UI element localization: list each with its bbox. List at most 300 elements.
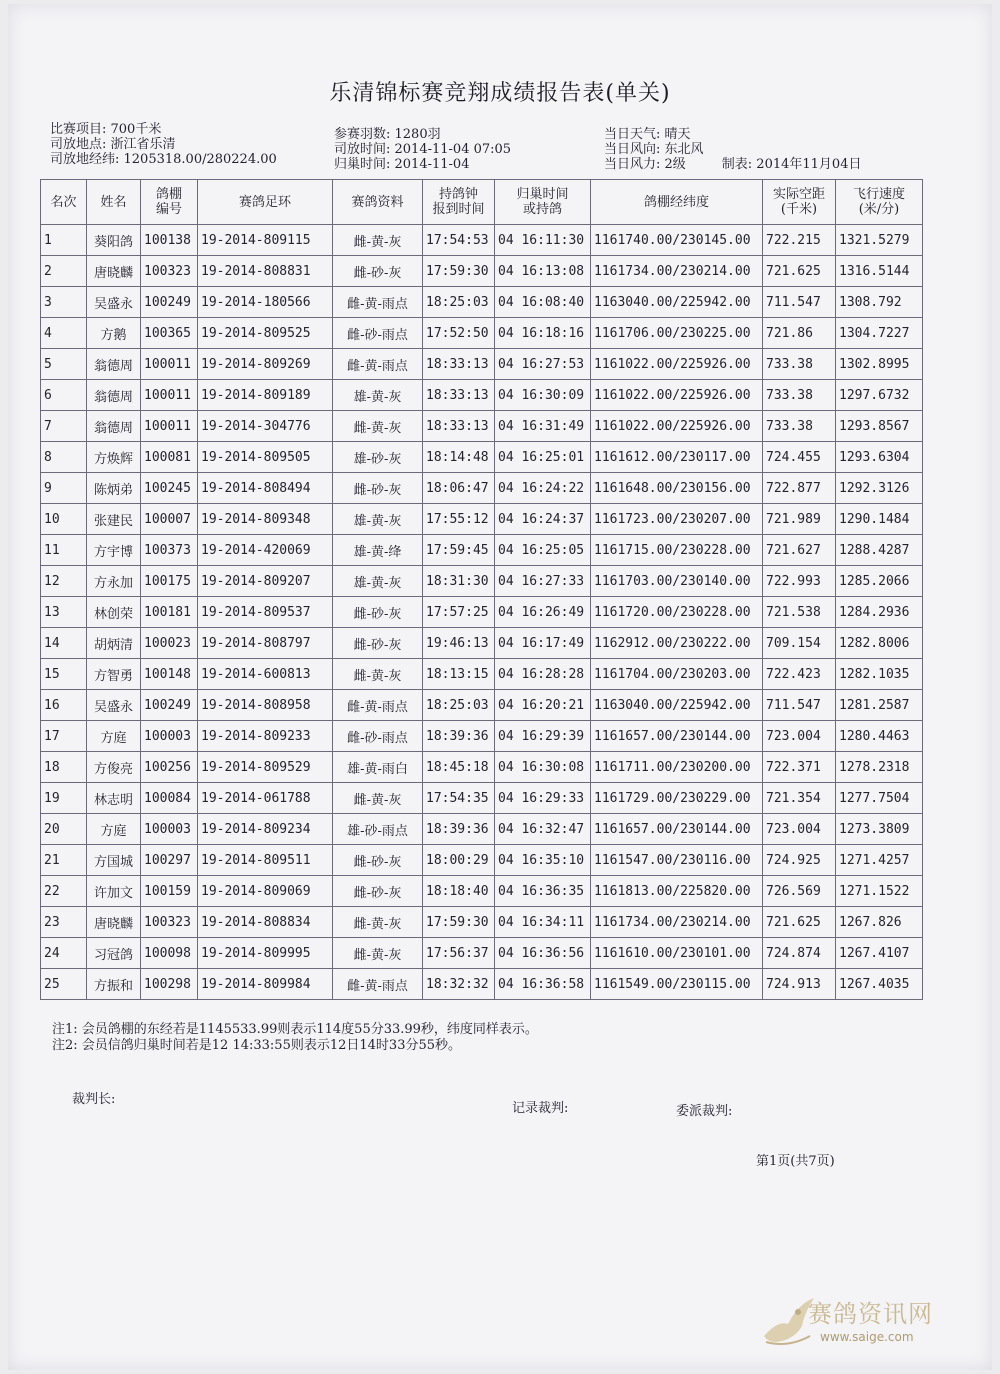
cell-speed: 1316.5144 — [836, 256, 923, 287]
cell-distance: 733.38 — [763, 380, 836, 411]
cell-loft-no: 100003 — [141, 814, 198, 845]
cell-distance: 733.38 — [763, 349, 836, 380]
cell-name: 吴盛永 — [87, 287, 141, 318]
cell-clock-time: 19:46:13 — [423, 628, 495, 659]
cell-rank: 4 — [41, 318, 87, 349]
table-row — [41, 752, 923, 783]
cell-loft-no: 100175 — [141, 566, 198, 597]
cell-distance: 722.215 — [763, 225, 836, 256]
table-row — [41, 256, 923, 287]
cell-rank: 18 — [41, 752, 87, 783]
cell-rank: 17 — [41, 721, 87, 752]
return-time: 归巢时间: 2014-11-04 — [334, 157, 470, 172]
col-speed: 飞行速度 (米/分) — [836, 180, 923, 225]
cell-clock-time: 17:59:45 — [423, 535, 495, 566]
watermark — [758, 1290, 968, 1350]
cell-rank: 24 — [41, 938, 87, 969]
cell-ring: 19-2014-600813 — [198, 659, 333, 690]
cell-name: 林创荣 — [87, 597, 141, 628]
cell-loft-no: 100256 — [141, 752, 198, 783]
cell-arrival-time: 04 16:36:58 — [495, 969, 591, 1000]
cell-rank: 5 — [41, 349, 87, 380]
cell-loft-no: 100003 — [141, 721, 198, 752]
cell-coords: 1163040.00/225942.00 — [591, 287, 763, 318]
cell-ring: 19-2014-809984 — [198, 969, 333, 1000]
cell-ring: 19-2014-808834 — [198, 907, 333, 938]
table-row — [41, 814, 923, 845]
cell-distance: 711.547 — [763, 690, 836, 721]
cell-ring: 19-2014-420069 — [198, 535, 333, 566]
cell-bird-info: 雄-砂-雨点 — [333, 814, 423, 845]
cell-loft-no: 100098 — [141, 938, 198, 969]
cell-clock-time: 18:33:13 — [423, 349, 495, 380]
cell-name: 胡炳清 — [87, 628, 141, 659]
cell-clock-time: 17:57:25 — [423, 597, 495, 628]
cell-rank: 19 — [41, 783, 87, 814]
table-row — [41, 659, 923, 690]
note-2: 注2: 会员信鸽归巢时间若是12 14:33:55则表示12日14时33分55秒。 — [52, 1038, 462, 1053]
col-name: 姓名 — [87, 180, 141, 225]
cell-distance: 722.877 — [763, 473, 836, 504]
cell-distance: 721.354 — [763, 783, 836, 814]
cell-arrival-time: 04 16:18:16 — [495, 318, 591, 349]
cell-arrival-time: 04 16:17:49 — [495, 628, 591, 659]
cell-speed: 1308.792 — [836, 287, 923, 318]
cell-loft-no: 100011 — [141, 411, 198, 442]
cell-coords: 1161612.00/230117.00 — [591, 442, 763, 473]
cell-ring: 19-2014-809537 — [198, 597, 333, 628]
cell-bird-info: 雌-黄-雨点 — [333, 349, 423, 380]
cell-rank: 25 — [41, 969, 87, 1000]
table-row — [41, 969, 923, 1000]
cell-clock-time: 17:54:53 — [423, 225, 495, 256]
page-number: 第1页(共7页) — [756, 1154, 835, 1169]
cell-bird-info: 雌-砂-灰 — [333, 845, 423, 876]
cell-coords: 1161734.00/230214.00 — [591, 256, 763, 287]
cell-ring: 19-2014-809207 — [198, 566, 333, 597]
delegate-judge-label: 委派裁判: — [676, 1104, 733, 1119]
cell-rank: 10 — [41, 504, 87, 535]
cell-name: 方鹅 — [87, 318, 141, 349]
cell-bird-info: 雄-黄-灰 — [333, 566, 423, 597]
cell-loft-no: 100011 — [141, 349, 198, 380]
cell-rank: 14 — [41, 628, 87, 659]
cell-name: 翁德周 — [87, 380, 141, 411]
cell-distance: 722.423 — [763, 659, 836, 690]
cell-coords: 1161648.00/230156.00 — [591, 473, 763, 504]
cell-rank: 23 — [41, 907, 87, 938]
cell-name: 唐晓麟 — [87, 256, 141, 287]
meta-middle — [334, 127, 511, 172]
cell-speed: 1281.2587 — [836, 690, 923, 721]
cell-rank: 13 — [41, 597, 87, 628]
cell-distance: 724.874 — [763, 938, 836, 969]
cell-bird-info: 雌-砂-灰 — [333, 876, 423, 907]
col-coords: 鸽棚经纬度 — [591, 180, 763, 225]
col-clock-time: 持鸽钟 报到时间 — [423, 180, 495, 225]
col-distance: 实际空距 (千米) — [763, 180, 836, 225]
meta-left — [50, 122, 277, 167]
cell-ring: 19-2014-808797 — [198, 628, 333, 659]
cell-coords: 1161657.00/230144.00 — [591, 814, 763, 845]
table-row — [41, 628, 923, 659]
cell-ring: 19-2014-809115 — [198, 225, 333, 256]
cell-ring: 19-2014-809511 — [198, 845, 333, 876]
cell-bird-info: 雄-黄-雨白 — [333, 752, 423, 783]
recorder-judge-label: 记录裁判: — [512, 1101, 569, 1116]
cell-loft-no: 100297 — [141, 845, 198, 876]
cell-ring: 19-2014-809189 — [198, 380, 333, 411]
cell-rank: 11 — [41, 535, 87, 566]
cell-distance: 721.625 — [763, 907, 836, 938]
table-row — [41, 845, 923, 876]
cell-distance: 724.925 — [763, 845, 836, 876]
cell-clock-time: 18:33:13 — [423, 411, 495, 442]
table-row — [41, 287, 923, 318]
cell-arrival-time: 04 16:29:39 — [495, 721, 591, 752]
cell-coords: 1161703.00/230140.00 — [591, 566, 763, 597]
cell-clock-time: 17:52:50 — [423, 318, 495, 349]
cell-speed: 1280.4463 — [836, 721, 923, 752]
cell-coords: 1161657.00/230144.00 — [591, 721, 763, 752]
cell-speed: 1304.7227 — [836, 318, 923, 349]
cell-name: 吴盛永 — [87, 690, 141, 721]
cell-ring: 19-2014-808831 — [198, 256, 333, 287]
results-body — [41, 225, 923, 1000]
cell-name: 翁德周 — [87, 411, 141, 442]
cell-speed: 1271.4257 — [836, 845, 923, 876]
cell-loft-no: 100323 — [141, 907, 198, 938]
cell-loft-no: 100148 — [141, 659, 198, 690]
cell-ring: 19-2014-061788 — [198, 783, 333, 814]
cell-speed: 1288.4287 — [836, 535, 923, 566]
cell-rank: 12 — [41, 566, 87, 597]
cell-loft-no: 100007 — [141, 504, 198, 535]
cell-speed: 1278.2318 — [836, 752, 923, 783]
cell-name: 唐晓麟 — [87, 907, 141, 938]
cell-ring: 19-2014-808958 — [198, 690, 333, 721]
cell-ring: 19-2014-809269 — [198, 349, 333, 380]
cell-arrival-time: 04 16:34:11 — [495, 907, 591, 938]
cell-arrival-time: 04 16:11:30 — [495, 225, 591, 256]
table-row — [41, 783, 923, 814]
table-row — [41, 349, 923, 380]
cell-arrival-time: 04 16:25:01 — [495, 442, 591, 473]
made-date: 制表: 2014年11月04日 — [721, 157, 862, 172]
cell-name: 翁德周 — [87, 349, 141, 380]
cell-ring: 19-2014-304776 — [198, 411, 333, 442]
cell-rank: 20 — [41, 814, 87, 845]
cell-name: 方智勇 — [87, 659, 141, 690]
birds-count: 参赛羽数: 1280羽 — [334, 127, 441, 142]
table-row — [41, 473, 923, 504]
cell-name: 习冠鸽 — [87, 938, 141, 969]
cell-speed: 1282.8006 — [836, 628, 923, 659]
cell-speed: 1267.4107 — [836, 938, 923, 969]
cell-arrival-time: 04 16:36:56 — [495, 938, 591, 969]
report-title: 乐清锦标赛竞翔成绩报告表(单关) — [329, 81, 671, 106]
cell-rank: 7 — [41, 411, 87, 442]
cell-coords: 1161547.00/230116.00 — [591, 845, 763, 876]
cell-coords: 1161022.00/225926.00 — [591, 349, 763, 380]
cell-name: 方宇博 — [87, 535, 141, 566]
cell-speed: 1267.826 — [836, 907, 923, 938]
cell-ring: 19-2014-809995 — [198, 938, 333, 969]
cell-distance: 724.913 — [763, 969, 836, 1000]
cell-speed: 1290.1484 — [836, 504, 923, 535]
wind-force: 当日风力: 2级 — [604, 157, 686, 172]
race-item: 比赛项目: 700千米 — [50, 122, 162, 137]
cell-rank: 21 — [41, 845, 87, 876]
cell-name: 葵阳鸽 — [87, 225, 141, 256]
cell-coords: 1161022.00/225926.00 — [591, 411, 763, 442]
watermark-text: 赛鸽资讯网 — [808, 1300, 933, 1328]
cell-coords: 1161734.00/230214.00 — [591, 907, 763, 938]
cell-name: 林志明 — [87, 783, 141, 814]
table-header-row — [41, 180, 923, 225]
table-row — [41, 535, 923, 566]
table-row — [41, 504, 923, 535]
cell-coords: 1161706.00/230225.00 — [591, 318, 763, 349]
col-ring: 赛鸽足环 — [198, 180, 333, 225]
cell-coords: 1161022.00/225926.00 — [591, 380, 763, 411]
cell-coords: 1161729.00/230229.00 — [591, 783, 763, 814]
cell-clock-time: 18:18:40 — [423, 876, 495, 907]
release-time: 司放时间: 2014-11-04 07:05 — [334, 142, 512, 157]
cell-rank: 9 — [41, 473, 87, 504]
cell-distance: 733.38 — [763, 411, 836, 442]
col-arrival-time: 归巢时间 或持鸽 — [495, 180, 591, 225]
cell-speed: 1285.2066 — [836, 566, 923, 597]
cell-bird-info: 雌-黄-雨点 — [333, 969, 423, 1000]
cell-speed: 1273.3809 — [836, 814, 923, 845]
cell-clock-time: 18:00:29 — [423, 845, 495, 876]
cell-ring: 19-2014-809348 — [198, 504, 333, 535]
cell-speed: 1292.3126 — [836, 473, 923, 504]
cell-clock-time: 17:59:30 — [423, 907, 495, 938]
table-row — [41, 907, 923, 938]
cell-clock-time: 18:39:36 — [423, 721, 495, 752]
cell-ring: 19-2014-809529 — [198, 752, 333, 783]
cell-name: 许加文 — [87, 876, 141, 907]
cell-ring: 19-2014-180566 — [198, 287, 333, 318]
watermark-url: www.saige.com — [820, 1330, 914, 1344]
cell-distance: 723.004 — [763, 814, 836, 845]
cell-coords: 1163040.00/225942.00 — [591, 690, 763, 721]
results-table — [40, 179, 923, 1000]
cell-clock-time: 17:59:30 — [423, 256, 495, 287]
cell-coords: 1161813.00/225820.00 — [591, 876, 763, 907]
cell-bird-info: 雌-砂-灰 — [333, 473, 423, 504]
cell-loft-no: 100023 — [141, 628, 198, 659]
cell-ring: 19-2014-809234 — [198, 814, 333, 845]
cell-distance: 721.989 — [763, 504, 836, 535]
cell-clock-time: 17:54:35 — [423, 783, 495, 814]
cell-arrival-time: 04 16:30:08 — [495, 752, 591, 783]
cell-distance: 721.627 — [763, 535, 836, 566]
cell-name: 方振和 — [87, 969, 141, 1000]
cell-rank: 22 — [41, 876, 87, 907]
cell-clock-time: 18:45:18 — [423, 752, 495, 783]
wind-direction: 当日风向: 东北风 — [604, 142, 704, 157]
cell-arrival-time: 04 16:28:28 — [495, 659, 591, 690]
cell-speed: 1284.2936 — [836, 597, 923, 628]
cell-bird-info: 雌-砂-灰 — [333, 628, 423, 659]
release-coords: 司放地经纬: 1205318.00/280224.00 — [50, 152, 277, 167]
cell-coords: 1161715.00/230228.00 — [591, 535, 763, 566]
col-loft-no: 鸽棚 编号 — [141, 180, 198, 225]
cell-rank: 8 — [41, 442, 87, 473]
table-row — [41, 938, 923, 969]
wind-force-line — [604, 157, 861, 172]
cell-bird-info: 雌-黄-灰 — [333, 783, 423, 814]
cell-loft-no: 100365 — [141, 318, 198, 349]
cell-bird-info: 雄-黄-绛 — [333, 535, 423, 566]
cell-name: 方永加 — [87, 566, 141, 597]
cell-arrival-time: 04 16:27:33 — [495, 566, 591, 597]
cell-clock-time: 18:25:03 — [423, 287, 495, 318]
cell-clock-time: 18:31:30 — [423, 566, 495, 597]
cell-speed: 1277.7504 — [836, 783, 923, 814]
table-row — [41, 442, 923, 473]
cell-clock-time: 18:32:32 — [423, 969, 495, 1000]
cell-arrival-time: 04 16:24:22 — [495, 473, 591, 504]
cell-loft-no: 100373 — [141, 535, 198, 566]
note-1: 注1: 会员鸽棚的东经若是1145533.99则表示114度55分33.99秒，纬度同样表示。 — [52, 1022, 538, 1037]
cell-speed: 1302.8995 — [836, 349, 923, 380]
notes — [52, 1022, 538, 1054]
table-row — [41, 566, 923, 597]
cell-loft-no: 100084 — [141, 783, 198, 814]
cell-distance: 722.371 — [763, 752, 836, 783]
cell-arrival-time: 04 16:08:40 — [495, 287, 591, 318]
cell-rank: 6 — [41, 380, 87, 411]
cell-coords: 1161720.00/230228.00 — [591, 597, 763, 628]
cell-distance: 726.569 — [763, 876, 836, 907]
cell-distance: 721.625 — [763, 256, 836, 287]
release-place: 司放地点: 浙江省乐清 — [50, 137, 176, 152]
cell-coords: 1161549.00/230115.00 — [591, 969, 763, 1000]
cell-arrival-time: 04 16:27:53 — [495, 349, 591, 380]
cell-distance: 723.004 — [763, 721, 836, 752]
cell-name: 张建民 — [87, 504, 141, 535]
cell-arrival-time: 04 16:13:08 — [495, 256, 591, 287]
cell-speed: 1271.1522 — [836, 876, 923, 907]
cell-bird-info: 雌-砂-雨点 — [333, 318, 423, 349]
cell-arrival-time: 04 16:24:37 — [495, 504, 591, 535]
cell-name: 陈炳弟 — [87, 473, 141, 504]
col-rank: 名次 — [41, 180, 87, 225]
table-row — [41, 318, 923, 349]
cell-bird-info: 雌-黄-灰 — [333, 938, 423, 969]
cell-bird-info: 雌-黄-雨点 — [333, 690, 423, 721]
cell-clock-time: 18:13:15 — [423, 659, 495, 690]
cell-distance: 724.455 — [763, 442, 836, 473]
cell-distance: 721.86 — [763, 318, 836, 349]
cell-bird-info: 雌-砂-雨点 — [333, 721, 423, 752]
cell-distance: 709.154 — [763, 628, 836, 659]
cell-rank: 15 — [41, 659, 87, 690]
cell-speed: 1282.1035 — [836, 659, 923, 690]
cell-loft-no: 100011 — [141, 380, 198, 411]
cell-arrival-time: 04 16:35:10 — [495, 845, 591, 876]
cell-rank: 2 — [41, 256, 87, 287]
cell-bird-info: 雌-砂-灰 — [333, 597, 423, 628]
cell-bird-info: 雌-黄-灰 — [333, 907, 423, 938]
cell-name: 方国城 — [87, 845, 141, 876]
cell-bird-info: 雌-砂-灰 — [333, 256, 423, 287]
cell-arrival-time: 04 16:20:21 — [495, 690, 591, 721]
cell-distance: 722.993 — [763, 566, 836, 597]
cell-clock-time: 18:14:48 — [423, 442, 495, 473]
chief-judge-label: 裁判长: — [72, 1092, 116, 1107]
cell-bird-info: 雌-黄-灰 — [333, 225, 423, 256]
table-row — [41, 380, 923, 411]
cell-loft-no: 100081 — [141, 442, 198, 473]
table-row — [41, 225, 923, 256]
cell-name: 方俊亮 — [87, 752, 141, 783]
table-row — [41, 876, 923, 907]
col-bird-info: 赛鸽资料 — [333, 180, 423, 225]
table-row — [41, 721, 923, 752]
cell-coords: 1161610.00/230101.00 — [591, 938, 763, 969]
cell-loft-no: 100249 — [141, 690, 198, 721]
cell-name: 方焕辉 — [87, 442, 141, 473]
cell-clock-time: 18:39:36 — [423, 814, 495, 845]
cell-rank: 16 — [41, 690, 87, 721]
cell-arrival-time: 04 16:26:49 — [495, 597, 591, 628]
cell-speed: 1321.5279 — [836, 225, 923, 256]
cell-clock-time: 18:33:13 — [423, 380, 495, 411]
cell-bird-info: 雌-黄-雨点 — [333, 287, 423, 318]
cell-speed: 1293.8567 — [836, 411, 923, 442]
cell-rank: 1 — [41, 225, 87, 256]
cell-distance: 711.547 — [763, 287, 836, 318]
cell-ring: 19-2014-809525 — [198, 318, 333, 349]
cell-loft-no: 100298 — [141, 969, 198, 1000]
cell-coords: 1161711.00/230200.00 — [591, 752, 763, 783]
cell-arrival-time: 04 16:36:35 — [495, 876, 591, 907]
cell-coords: 1162912.00/230222.00 — [591, 628, 763, 659]
cell-clock-time: 18:06:47 — [423, 473, 495, 504]
cell-loft-no: 100138 — [141, 225, 198, 256]
weather: 当日天气: 晴天 — [604, 127, 691, 142]
cell-clock-time: 17:55:12 — [423, 504, 495, 535]
cell-ring: 19-2014-808494 — [198, 473, 333, 504]
cell-speed: 1293.6304 — [836, 442, 923, 473]
cell-ring: 19-2014-809069 — [198, 876, 333, 907]
cell-distance: 721.538 — [763, 597, 836, 628]
cell-bird-info: 雌-黄-灰 — [333, 411, 423, 442]
meta-right — [604, 127, 861, 172]
cell-arrival-time: 04 16:25:05 — [495, 535, 591, 566]
cell-name: 方庭 — [87, 814, 141, 845]
cell-loft-no: 100181 — [141, 597, 198, 628]
cell-bird-info: 雄-砂-灰 — [333, 442, 423, 473]
cell-speed: 1267.4035 — [836, 969, 923, 1000]
cell-bird-info: 雄-黄-灰 — [333, 380, 423, 411]
cell-arrival-time: 04 16:32:47 — [495, 814, 591, 845]
cell-clock-time: 18:25:03 — [423, 690, 495, 721]
cell-bird-info: 雌-黄-灰 — [333, 659, 423, 690]
cell-loft-no: 100323 — [141, 256, 198, 287]
cell-coords: 1161740.00/230145.00 — [591, 225, 763, 256]
table-row — [41, 690, 923, 721]
table-row — [41, 411, 923, 442]
table-row — [41, 597, 923, 628]
cell-arrival-time: 04 16:30:09 — [495, 380, 591, 411]
cell-coords: 1161723.00/230207.00 — [591, 504, 763, 535]
